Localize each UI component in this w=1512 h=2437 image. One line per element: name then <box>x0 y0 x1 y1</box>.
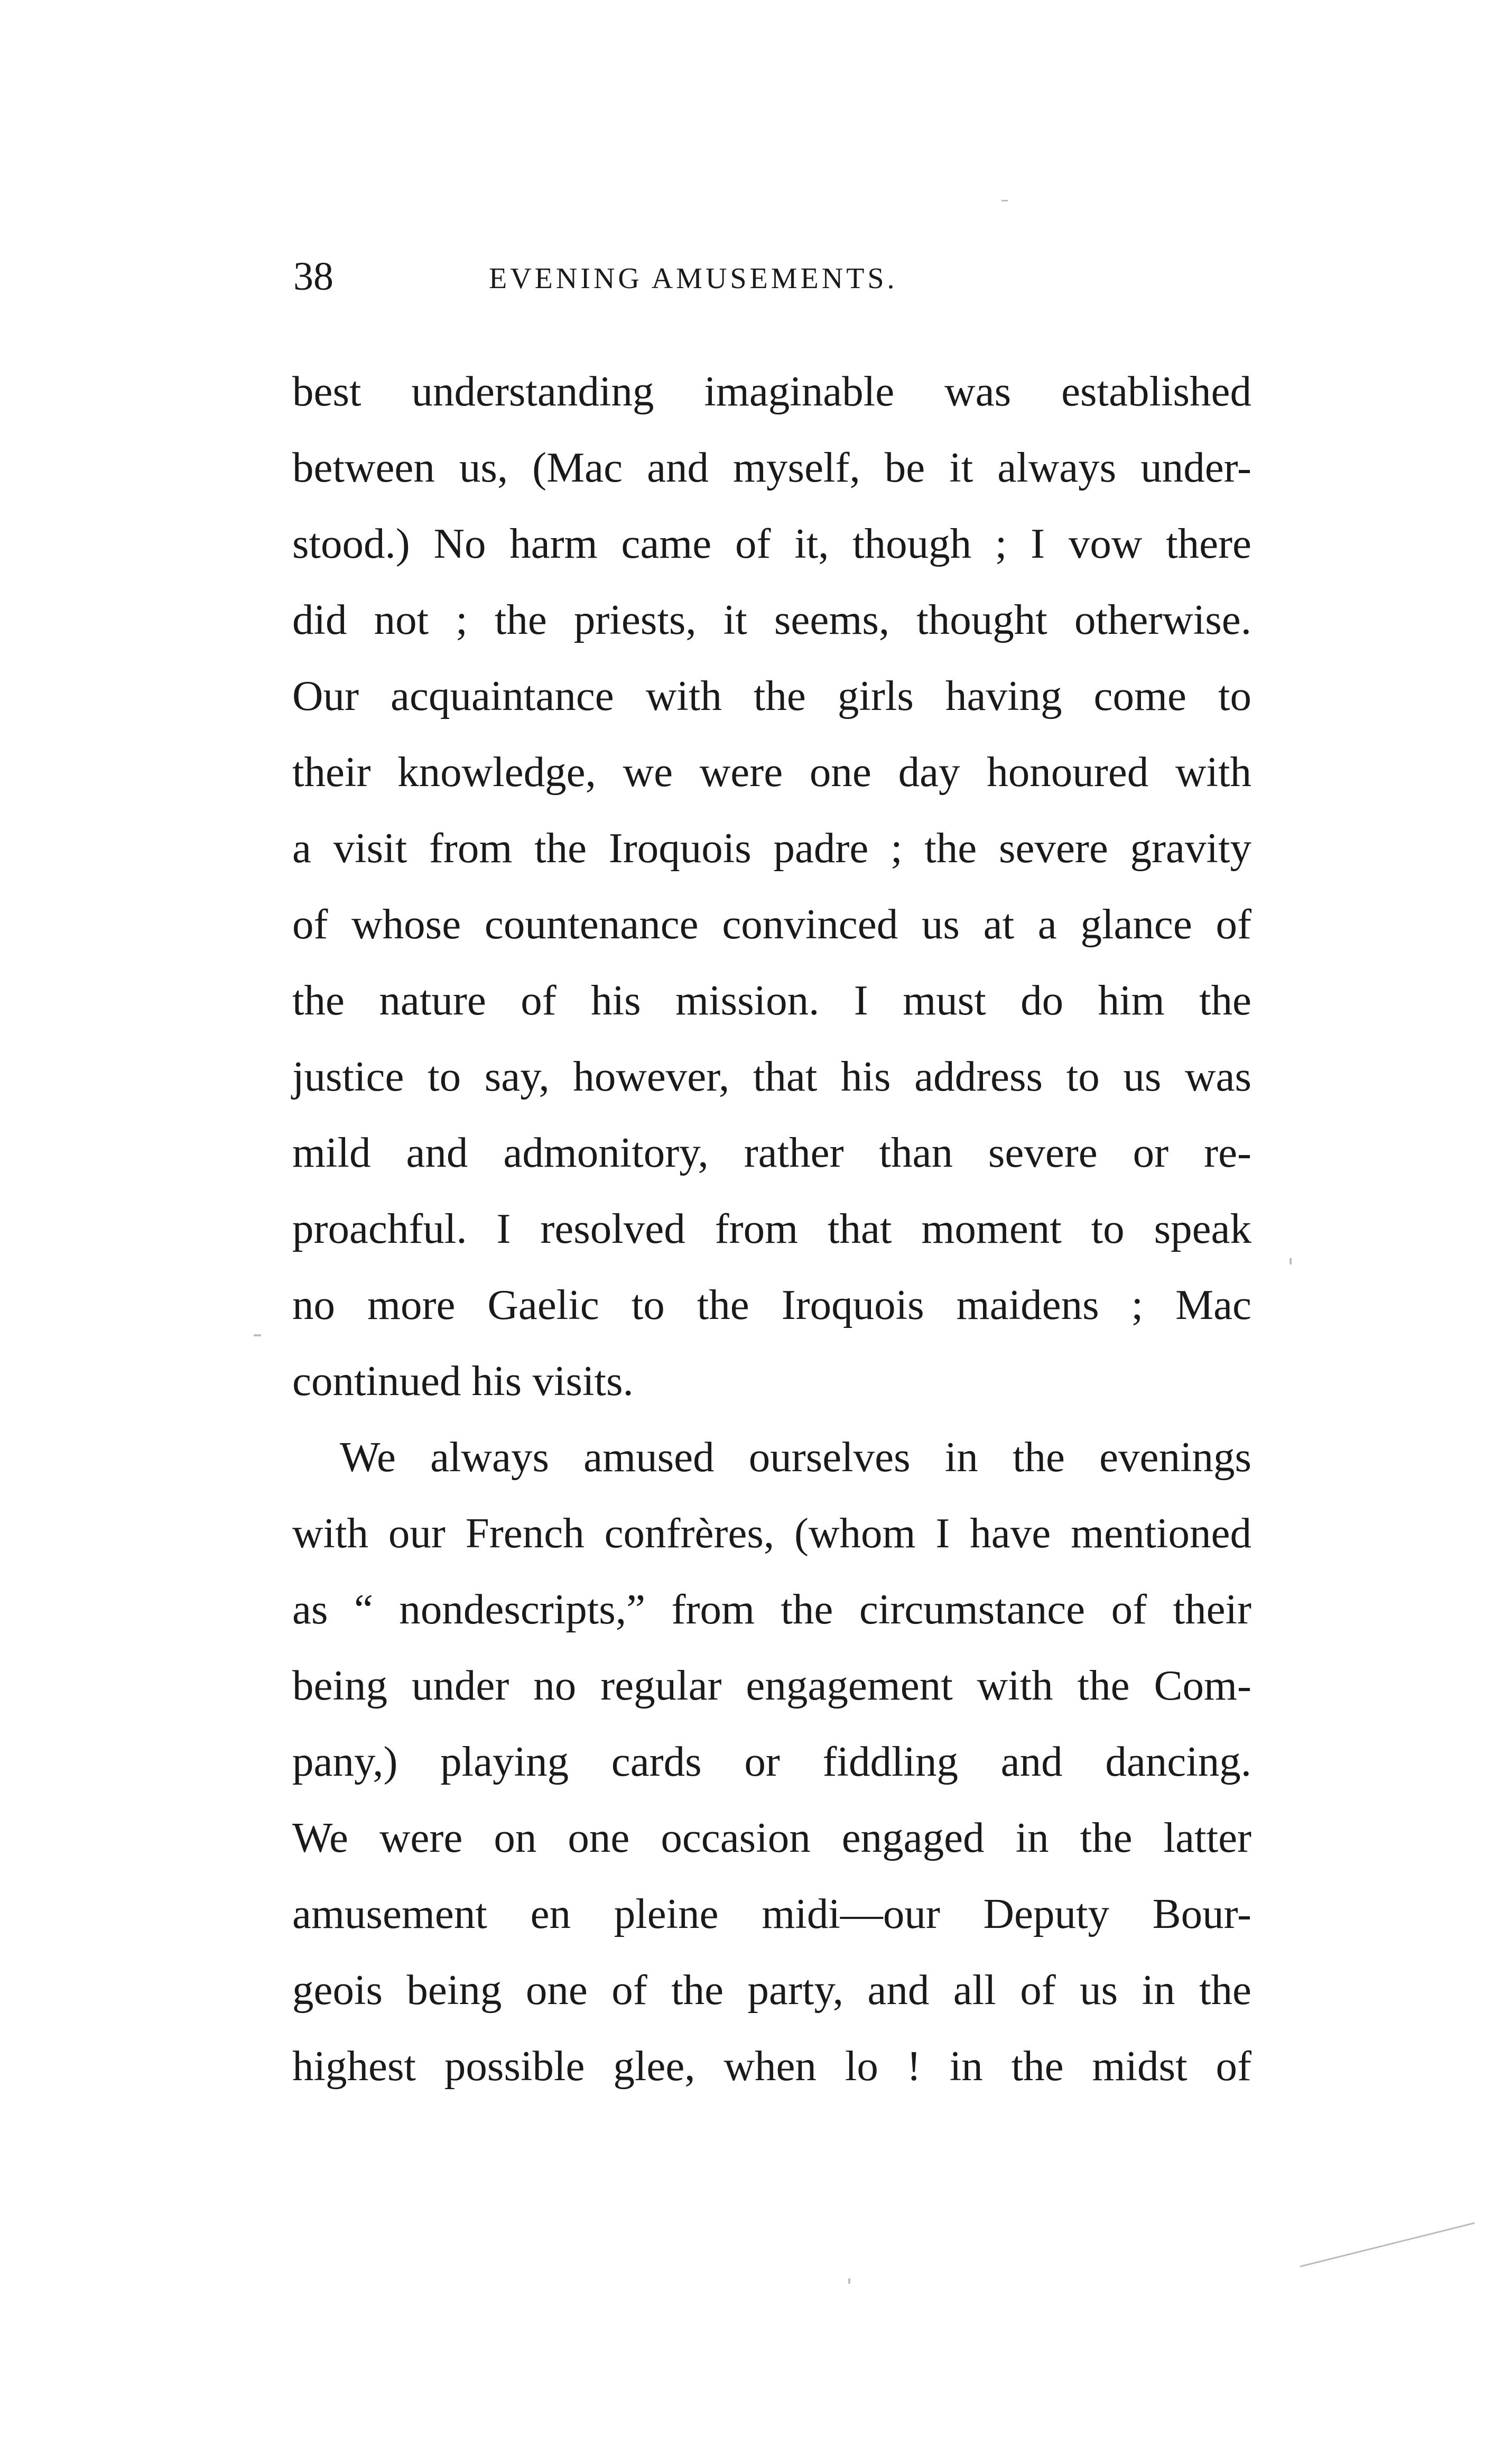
scan-mark <box>1300 2222 1475 2267</box>
text-line: between us, (Mac and myself, be it always under- <box>292 444 1251 491</box>
text-line: with our French confrères, (whom I have mentioned <box>292 1509 1251 1557</box>
page-header <box>293 247 1250 306</box>
text-line: of whose countenance convinced us at a glance of <box>292 900 1251 948</box>
text-line: as “ nondescripts,” from the circumstance of their <box>292 1585 1251 1633</box>
paragraph-2 <box>292 1419 1251 2104</box>
text-line: a visit from the Iroquois padre ; the severe gravity <box>292 824 1251 872</box>
text-line: proachful. I resolved from that moment to speak <box>292 1205 1251 1252</box>
scan-mark <box>1290 1258 1292 1264</box>
body-text <box>292 353 1251 2104</box>
text-line: Our acquaintance with the girls having come to <box>292 672 1251 719</box>
text-line: did not ; the priests, it seems, thought otherwise. <box>292 596 1251 643</box>
text-line: the nature of his mission. I must do him the <box>292 976 1251 1024</box>
text-line: highest possible glee, when lo ! in the midst of <box>292 2042 1251 2090</box>
text-line: We were on one occasion engaged in the latter <box>292 1814 1251 1861</box>
text-line: continued his visits. <box>292 1357 634 1405</box>
text-line: mild and admonitory, rather than severe or re- <box>292 1129 1251 1176</box>
text-line: their knowledge, we were one day honoured with <box>292 748 1251 796</box>
scan-mark <box>1001 200 1008 201</box>
text-line: geois being one of the party, and all of us in the <box>292 1966 1251 2014</box>
scan-mark <box>254 1334 261 1336</box>
text-line: being under no regular engagement with the Com- <box>292 1661 1251 1709</box>
text-line: best understanding imaginable was established <box>292 367 1251 415</box>
text-line: justice to say, however, that his address to us was <box>292 1053 1251 1100</box>
text-line: We always amused ourselves in the evenings <box>340 1433 1251 1481</box>
paragraph-1 <box>292 353 1251 1419</box>
text-line: amusement en pleine midi—our Deputy Bour- <box>292 1890 1251 1937</box>
text-line: stood.) No harm came of it, though ; I vow there <box>292 520 1251 567</box>
text-line: pany,) playing cards or fiddling and dancing. <box>292 1738 1251 1785</box>
running-head: EVENING AMUSEMENTS. <box>489 262 898 295</box>
page-number: 38 <box>293 254 333 299</box>
scan-mark <box>848 2278 850 2284</box>
text-line: no more Gaelic to the Iroquois maidens ; Mac <box>292 1281 1251 1328</box>
